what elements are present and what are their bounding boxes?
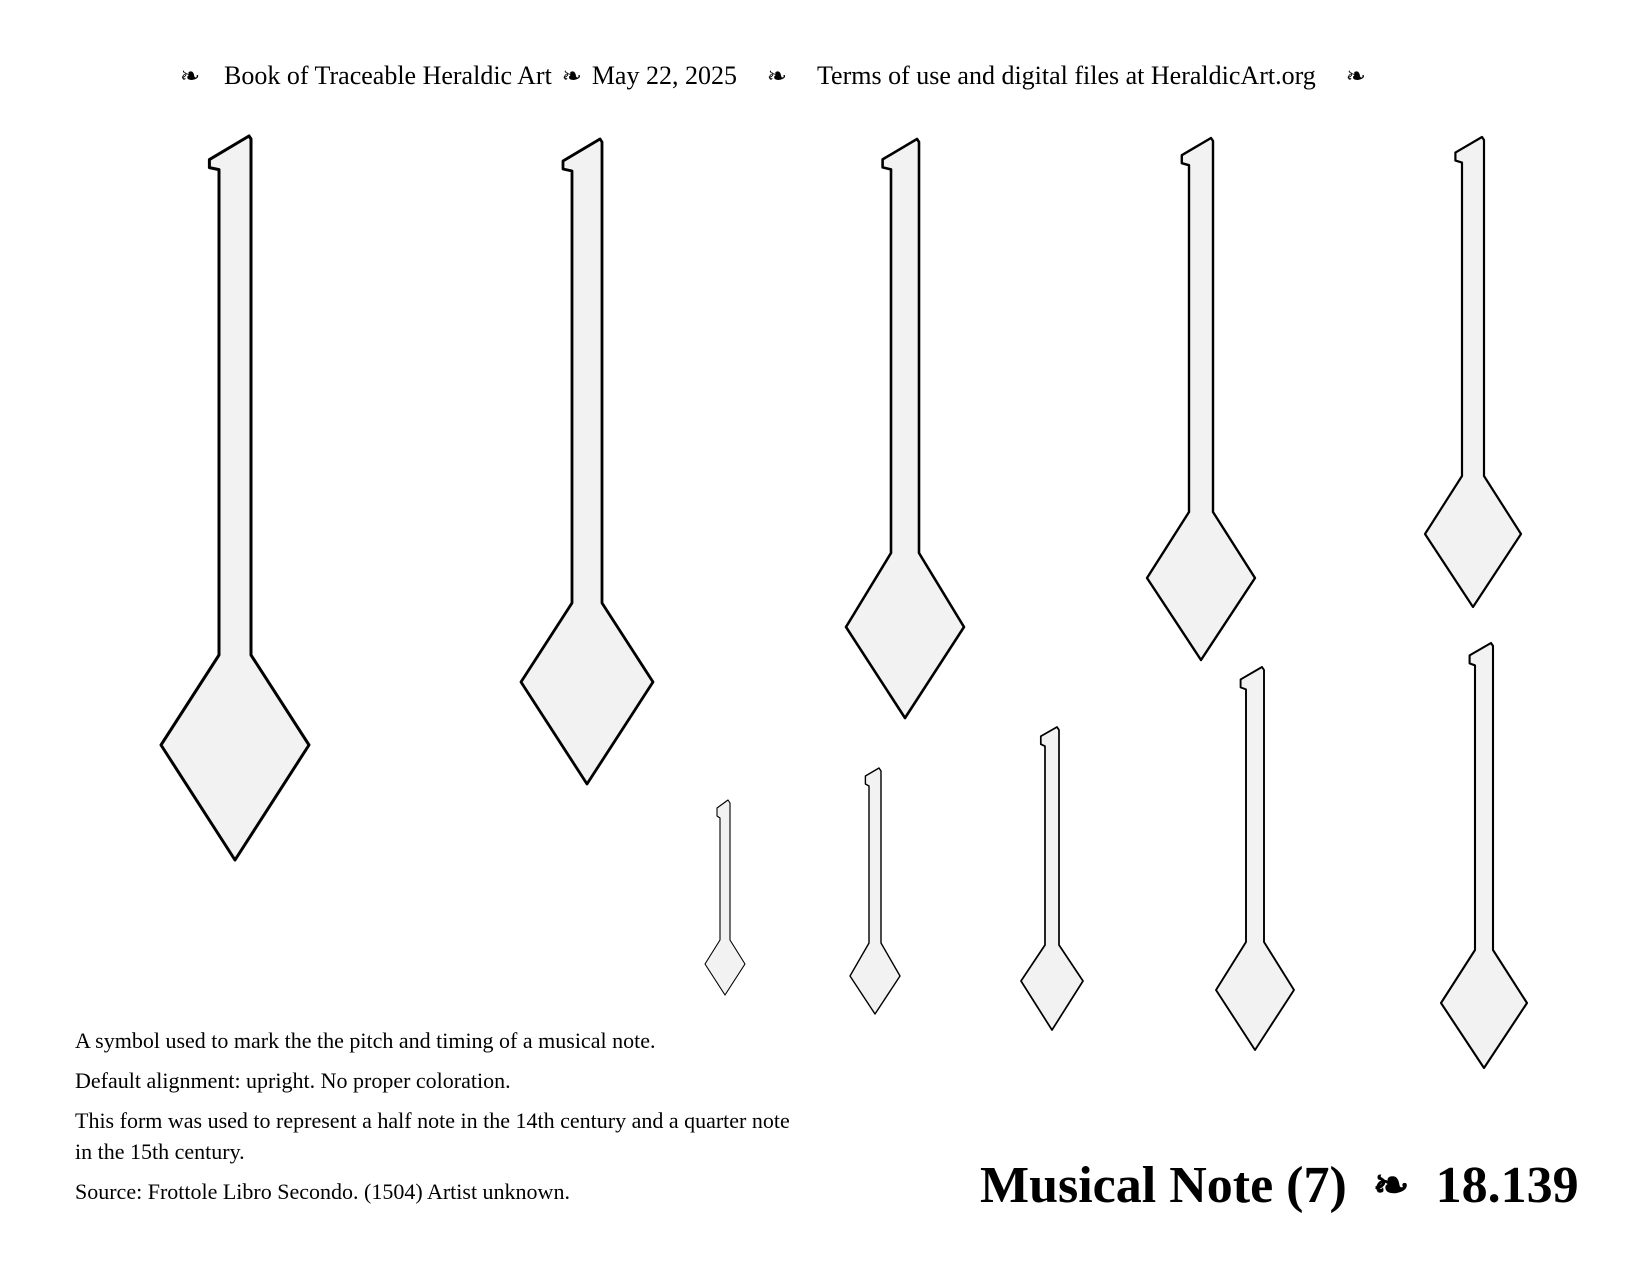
musical-note-10 bbox=[1441, 643, 1527, 1068]
source-line: Source: Frottole Libro Secondo. (1504) Artist unknown. bbox=[75, 1179, 570, 1204]
fleuron-icon: ❧ bbox=[1372, 1160, 1410, 1210]
charge-name: Musical Note (7) bbox=[980, 1156, 1347, 1214]
musical-note-5 bbox=[1425, 137, 1521, 607]
fleuron-icon: ❧ bbox=[561, 63, 582, 90]
book-title: Book of Traceable Heraldic Art bbox=[224, 61, 552, 90]
musical-note-6 bbox=[705, 800, 745, 995]
musical-note-2 bbox=[521, 139, 653, 784]
musical-note-1 bbox=[161, 136, 309, 860]
description-line: A symbol used to mark the the pitch and timing of a musical note. bbox=[75, 1028, 656, 1053]
fleuron-icon: ❧ bbox=[1345, 63, 1366, 90]
musical-note-8 bbox=[1021, 727, 1083, 1030]
terms-of-use: Terms of use and digital files at HeraldicArt.org bbox=[816, 61, 1316, 90]
plate-number: 18.139 bbox=[1435, 1156, 1579, 1214]
musical-note-4 bbox=[1147, 138, 1255, 660]
plate-title bbox=[980, 1150, 1600, 1220]
musical-note-7 bbox=[850, 768, 900, 1014]
description-line: Default alignment: upright. No proper coloration. bbox=[75, 1068, 511, 1093]
description bbox=[75, 1025, 795, 1216]
musical-note-9 bbox=[1216, 667, 1294, 1050]
header-date: May 22, 2025 bbox=[591, 61, 737, 90]
musical-note-3 bbox=[846, 139, 964, 718]
description-line: This form was used to represent a half note in the 14th century and a quarter note in the 15th century. bbox=[75, 1108, 790, 1164]
fleuron-icon: ❧ bbox=[766, 63, 788, 90]
fleuron-icon: ❧ bbox=[179, 63, 201, 90]
